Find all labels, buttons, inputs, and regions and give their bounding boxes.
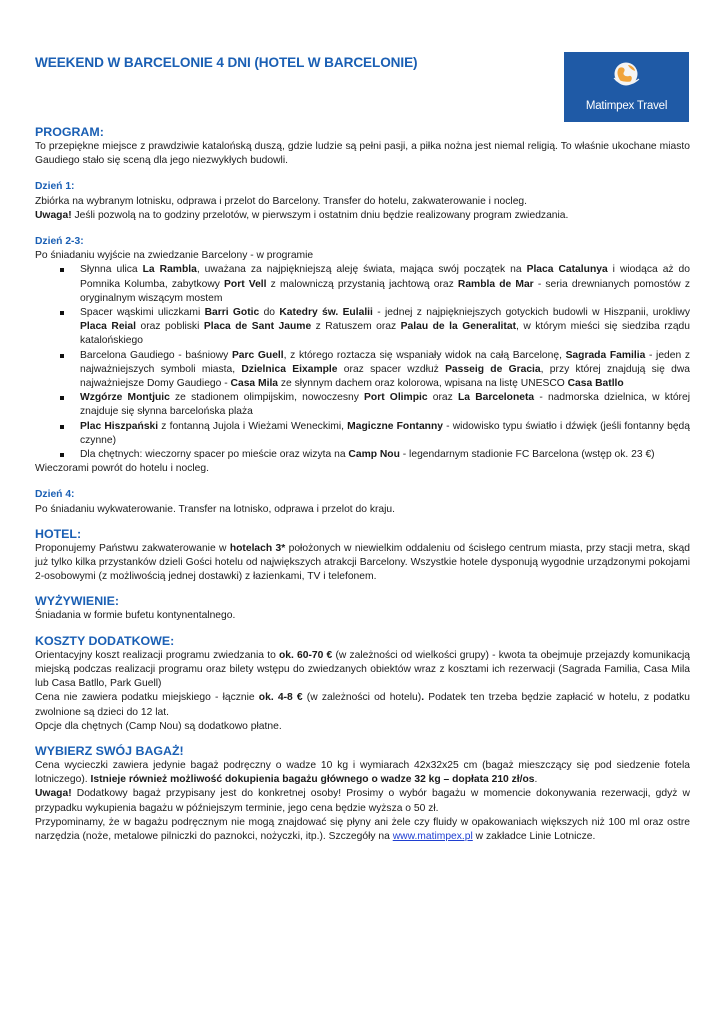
list-item: Plac Hiszpański z fontanną Jujola i Wieżami Weneckimi, Magiczne Fontanny - widowisko typu światło i dźwięk (jeśli fontanny będą czynne) bbox=[35, 420, 690, 448]
day1-note: Uwaga! Jeśli pozwolą na to godziny przelotów, w pierwszym i ostatnim dniu będzie realizowany program zwiedzania. bbox=[35, 209, 569, 221]
page-title: WEEKEND W BARCELONIE 4 DNI (HOTEL W BARCELONIE) bbox=[35, 55, 418, 70]
list-item: Barcelona Gaudiego - baśniowy Parc Guell, z którego roztacza się wspaniały widok na całą Barcelonę, Sagrada Familia - jeden z najważniejszych symboli miasta, Dzielnica Eixample oraz spacer wzdłuż Passeig de Gracia, przy której znajdują się dwa najważniejsze Domy Gaudiego - Casa Mila ze słynnym dachem oraz kolorowa, wpisana na listę UNESCO Casa Batllo bbox=[35, 349, 690, 392]
hotel-text: Proponujemy Państwu zakwaterowanie w hotelach 3* położonych w niewielkim oddaleniu od ścisłego centrum miasta, przy stacji metra, skąd już tylko kilka przystanków dzieli Gości hotelu od największych atrakcji Barcelony. Wszystkie hotele dysponują wygodnie urządzonymi pokojami 2-osobowymi (z możliwością jednej dostawki) z łazienkami, TV i telefonem. bbox=[35, 542, 690, 583]
costs-heading: KOSZTY DODATKOWE: bbox=[35, 633, 175, 648]
program-intro: To przepiękne miejsce z prawdziwie katalońską duszą, gdzie ludzie są pełni pasji, a piłka nożna jest niemal religią. To właśnie ukochane miasto Gaudiego stało się sceną dla jego niezwykłych budowli. bbox=[35, 141, 690, 167]
matimpex-website-link[interactable]: www.matimpex.pl bbox=[392, 830, 473, 842]
list-item: Wzgórze Montjuic ze stadionem olimpijskim, nowoczesny Port Olimpic oraz La Barceloneta - nadmorska dzielnica, w której znajduje się słynna barcelońska plaża bbox=[35, 391, 690, 419]
program-heading: PROGRAM: bbox=[35, 125, 104, 139]
globe-logo-icon bbox=[611, 59, 641, 99]
luggage-reminder: Przypominamy, że w bagażu podręcznym nie mogą znajdować się płyny ani żele czy fluidy w opakowaniach większych niż 100 ml oraz ostre narzędzia (noże, metalowe pilniczki do paznokci, nożyczki, itp.). Szczegóły na www.matimpex.pl w zakładce Linie Lotnicze. bbox=[35, 816, 690, 842]
day2-attractions-list bbox=[35, 263, 690, 462]
day1-text: Zbiórka na wybranym lotnisku, odprawa i przelot do Barcelony. Transfer do hotelu, zakwaterowanie i nocleg. bbox=[35, 195, 528, 207]
food-text: Śniadania w formie bufetu kontynentalnego. bbox=[35, 610, 236, 622]
luggage-heading: WYBIERZ SWÓJ BAGAŻ! bbox=[35, 743, 184, 758]
day2-intro: Po śniadaniu wyjście na zwiedzanie Barcelony - w programie bbox=[35, 250, 314, 262]
day2-heading: Dzień 2-3: bbox=[35, 236, 84, 248]
hotel-heading: HOTEL: bbox=[35, 526, 82, 541]
luggage-note: Uwaga! Dodatkowy bagaż przypisany jest do konkretnej osoby! Prosimy o wybór bagażu w momencie dokonywania rezerwacji, gdyż w przypadku wykupienia bagażu w późniejszym terminie, jego cena będzie wyższa o 50 zł. bbox=[35, 788, 690, 814]
costs-tax-paragraph: Cena nie zawiera podatku miejskiego - łącznie ok. 4-8 € (w zależności od hotelu). Podatek ten trzeba będzie zapłacić w hotelu, z podatku zwolnione są dzieci do 12 lat. bbox=[35, 692, 690, 718]
document-content bbox=[35, 124, 690, 844]
list-item: Dla chętnych: wieczorny spacer po mieście oraz wizyta na Camp Nou - legendarnym stadionie FC Barcelona (wstęp ok. 23 €) bbox=[35, 448, 690, 462]
costs-paragraph: Orientacyjny koszt realizacji programu zwiedzania to ok. 60-70 € (w zależności od wielkości grupy) - kwota ta obejmuje przejazdy komunikacją miejską podczas realizacji programu oraz bilety wstępu do zwiedzanych obiektów wraz z kosztami ich rezerwacji (Sagrada Familia, Casa Mila lub Casa Batllo, Park Guell) bbox=[35, 649, 691, 690]
luggage-paragraph: Cena wycieczki zawiera jedynie bagaż podręczny o wadze 10 kg i wymiarach 42x32x25 cm (bagaż mieszczący się pod siedzenie fotela lotniczego). Istnieje również możliwość dokupienia bagażu głównego o wadze 32 kg – dopłata 210 zł/os. bbox=[35, 759, 690, 786]
food-heading: WYŻYWIENIE: bbox=[35, 594, 119, 609]
list-item: Słynna ulica La Rambla, uważana za najpiękniejszą aleję świata, mająca swój początek na Placa Catalunya i wiodąca aż do Pomnika Kolumba, zabytkowy Port Vell z malowniczą przystanią jachtową oraz Rambla de Mar - seria drewnianych pomostów z oryginalnym wiszącym mostem bbox=[35, 263, 690, 306]
day2-outro: Wieczorami powrót do hotelu i nocleg. bbox=[35, 463, 209, 475]
day4-text: Po śniadaniu wykwaterowanie. Transfer na lotnisko, odprawa i przelot do kraju. bbox=[35, 503, 396, 515]
list-item: Spacer wąskimi uliczkami Barri Gotic do Katedry św. Eulalii - jednej z najpiękniejszych gotyckich budowli w Hiszpanii, urokliwy Placa Reial oraz pobliski Placa de Sant Jaume z Ratuszem oraz Palau de la Generalitat, w którym mieści się siedziba rządu katalońskiego bbox=[35, 306, 690, 349]
matimpex-travel-logo bbox=[564, 52, 689, 122]
day4-heading: Dzień 4: bbox=[35, 489, 75, 501]
logo-text: Matimpex Travel bbox=[585, 100, 668, 112]
costs-options-paragraph: Opcje dla chętnych (Camp Nou) są dodatkowo płatne. bbox=[35, 720, 282, 732]
day1-heading: Dzień 1: bbox=[35, 181, 75, 193]
